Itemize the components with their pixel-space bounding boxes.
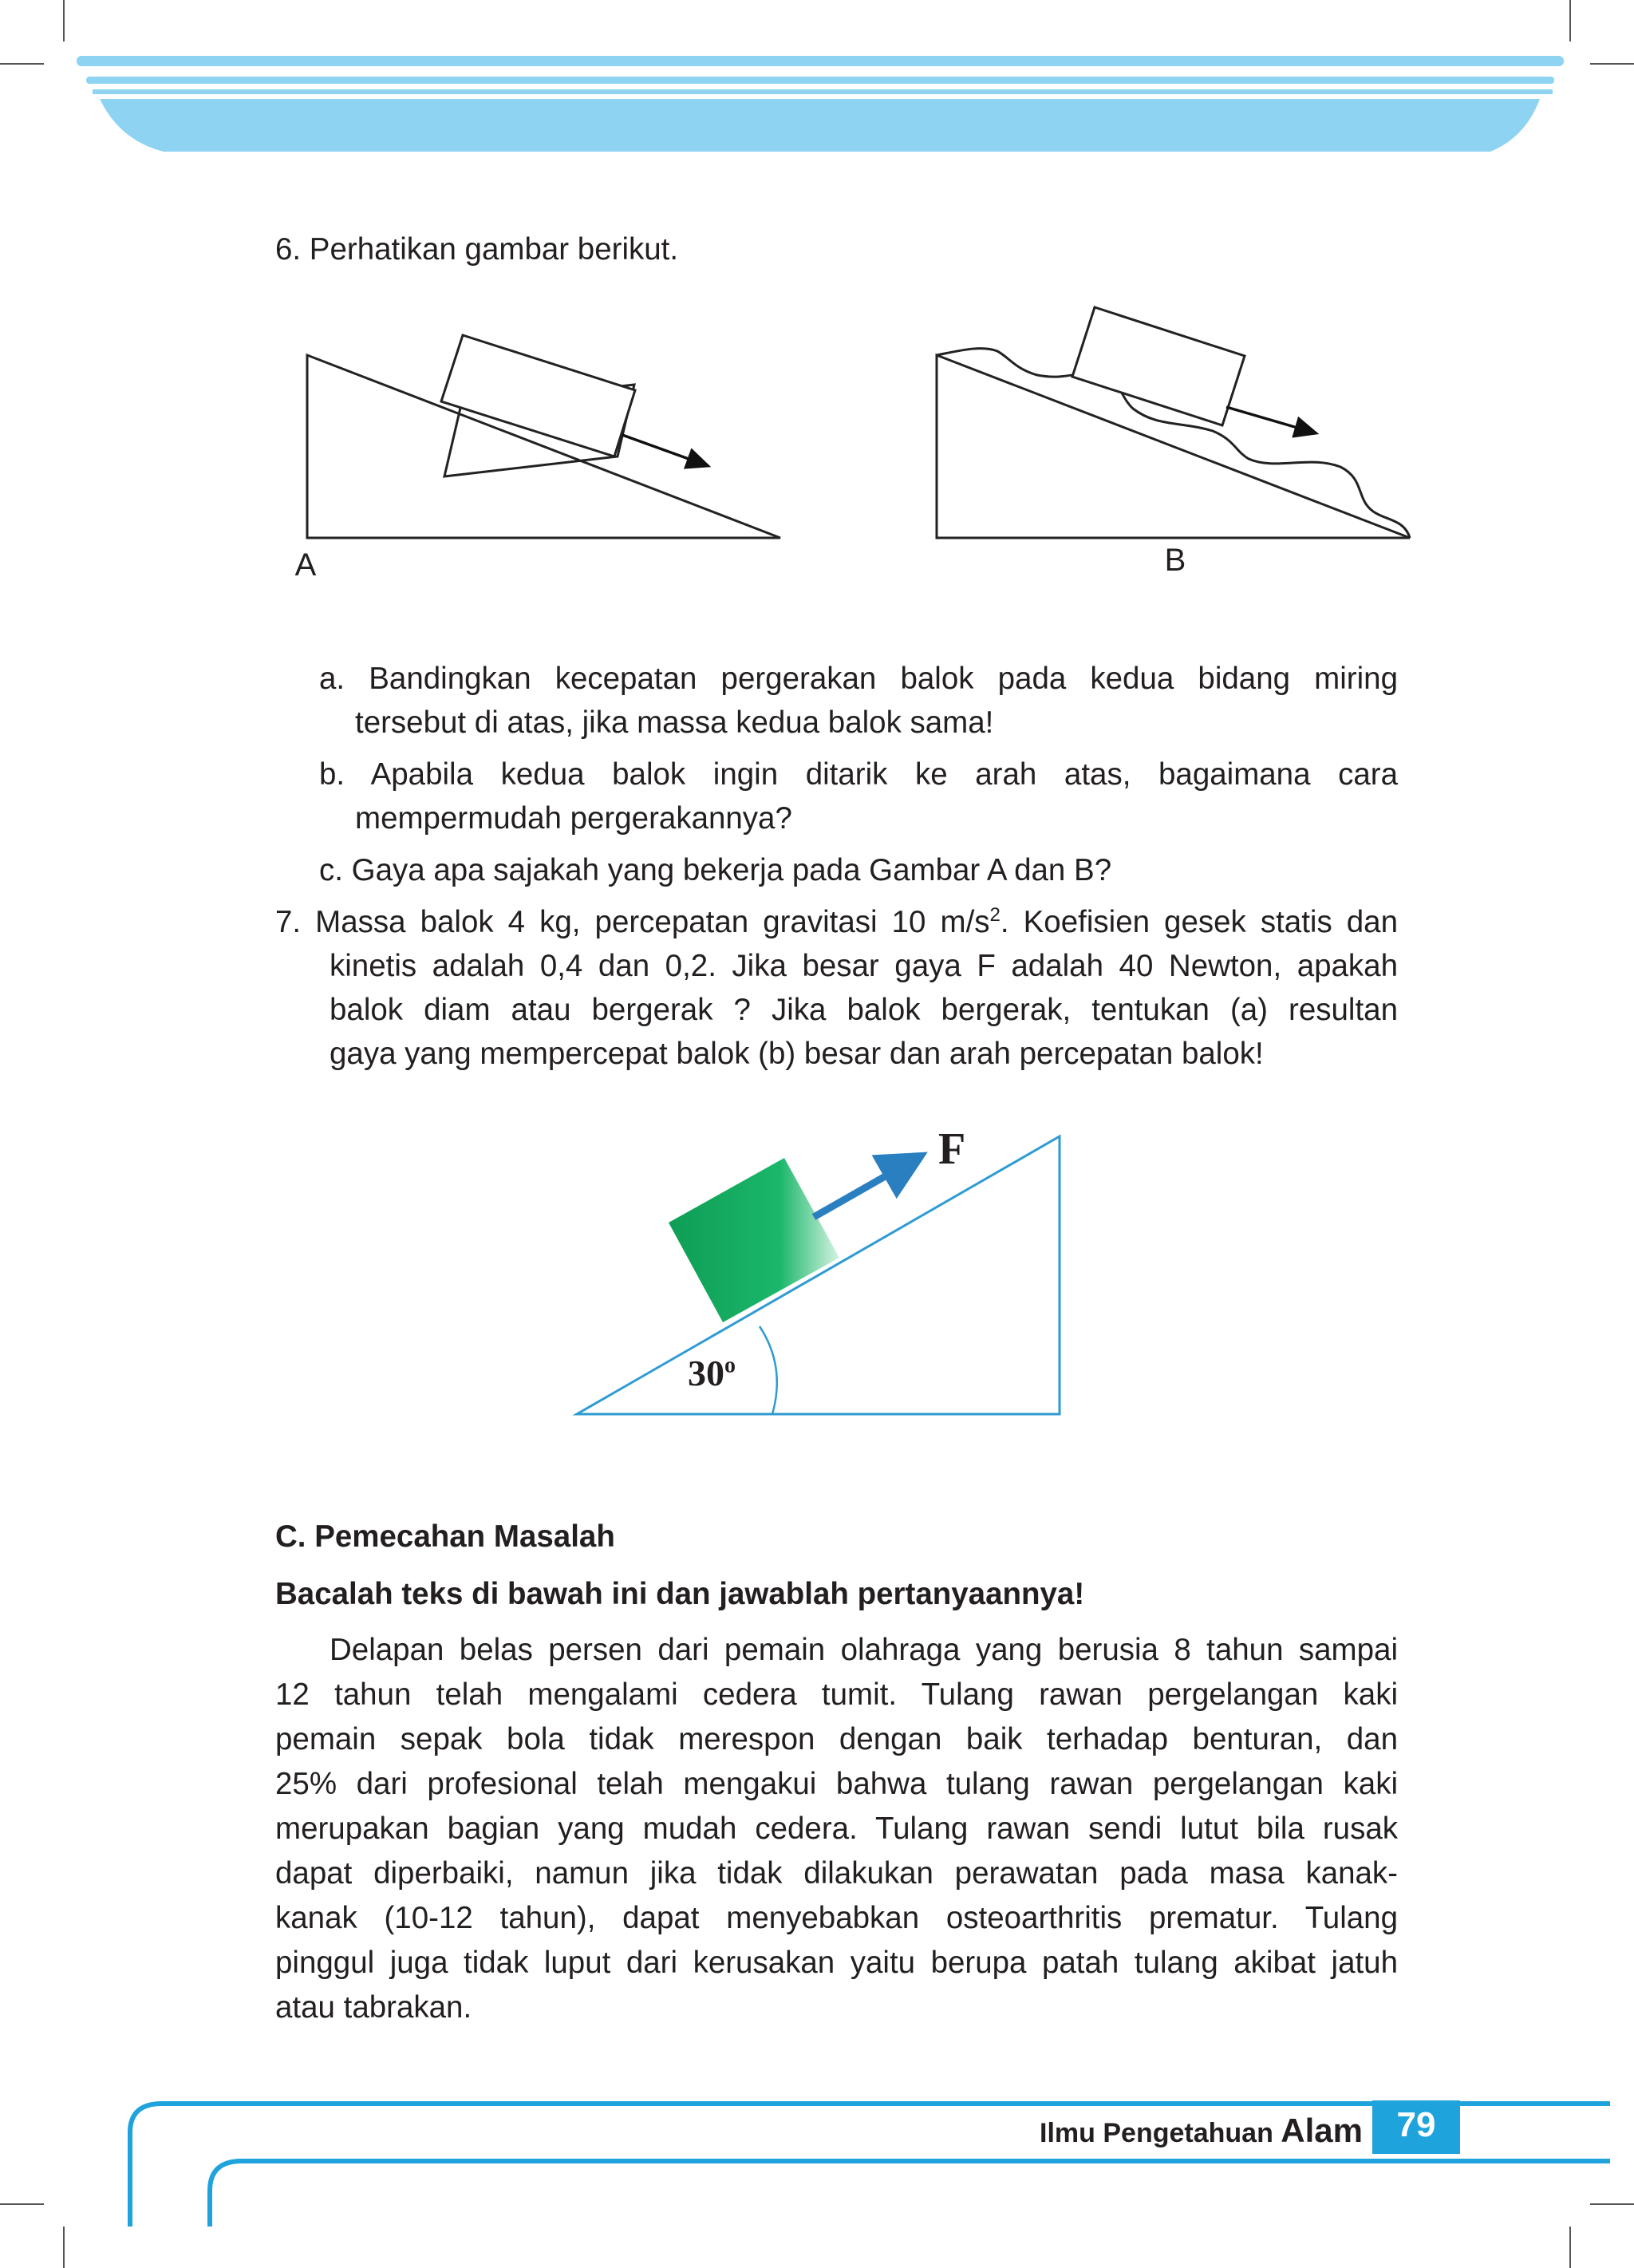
paragraph-line: kanak (10-12 tahun), dapat menyebabkan osteoarthritis prematur. Tulang [275, 1901, 1398, 1935]
question-7-line3: balok diam atau bergerak ? Jika balok bergerak, tentukan (a) resultan [330, 993, 1398, 1027]
sub-question-b-line2: mempermudah pergerakannya? [355, 801, 792, 836]
question-6-intro: 6. Perhatikan gambar berikut. [275, 232, 679, 267]
paragraph-line: 12 tahun telah mengalami cedera tumit. Tulang rawan pergelangan kaki [275, 1677, 1398, 1712]
figure-b-motion-arrow [1226, 407, 1316, 433]
angle-label: 30$^o$ [688, 1353, 736, 1393]
force-label: F [938, 1124, 966, 1174]
figure-a-motion-arrow [622, 435, 708, 466]
section-c-instruction: Bacalah teks di bawah ini dan jawablah pertanyaannya! [275, 1577, 1085, 1611]
figure-b-label: B [1164, 543, 1186, 578]
figure-b-block [1072, 307, 1245, 425]
paragraph-line: atau tabrakan. [275, 1990, 472, 2025]
question-7-line4: gaya yang mempercepat balok (b) besar dan arah percepatan balok! [330, 1037, 1264, 1071]
paragraph-line: pemain sepak bola tidak merespon dengan baik terhadap benturan, dan [275, 1722, 1398, 1756]
paragraph-line: Delapan belas persen dari pemain olahraga yang berusia 8 tahun sampai [330, 1633, 1398, 1667]
footer-book-title: Ilmu Pengetahuan Alam [1040, 2112, 1363, 2149]
question-7-line2: kinetis adalah 0,4 dan 0,2. Jika besar gaya F adalah 40 Newton, apakah [330, 949, 1398, 983]
figure-7-incline [577, 1136, 1060, 1414]
force-arrow [814, 1156, 922, 1217]
question-7-line1: 7. Massa balok 4 kg, percepatan gravitasi 10 $m/s^2$. Koefisien gesek statis dan [275, 904, 1398, 939]
figure-a-block [441, 335, 635, 456]
paragraph-line: dapat diperbaiki, namun jika tidak dilakukan perawatan pada masa kanak- [275, 1856, 1398, 1891]
paragraph-line: 25% dari profesional telah mengakui bahwa tulang rawan pergelangan kaki [275, 1767, 1398, 1801]
sub-question-c-line: c. Gaya apa sajakah yang bekerja pada Gambar A dan B? [319, 853, 1112, 887]
figure-7-block [669, 1158, 839, 1322]
paragraph-line: pinggul juga tidak luput dari kerusakan yaitu berupa patah tulang akibat jatuh [275, 1946, 1398, 1980]
paragraph-line: merupakan bagian yang mudah cedera. Tulang rawan sendi lutut bila rusak [275, 1812, 1398, 1846]
sub-question-a-line1: a. Bandingkan kecepatan pergerakan balok pada kedua bidang miring [319, 662, 1398, 696]
sub-question-b-line1: b. Apabila kedua balok ingin ditarik ke arah atas, bagaimana cara [319, 757, 1398, 792]
figure-a-label: A [294, 547, 317, 583]
page-number: 79 [1396, 2105, 1436, 2144]
section-c-heading: C. Pemecahan Masalah [275, 1519, 615, 1554]
sub-question-a-line2: tersebut di atas, jika massa kedua balok sama! [355, 705, 994, 740]
